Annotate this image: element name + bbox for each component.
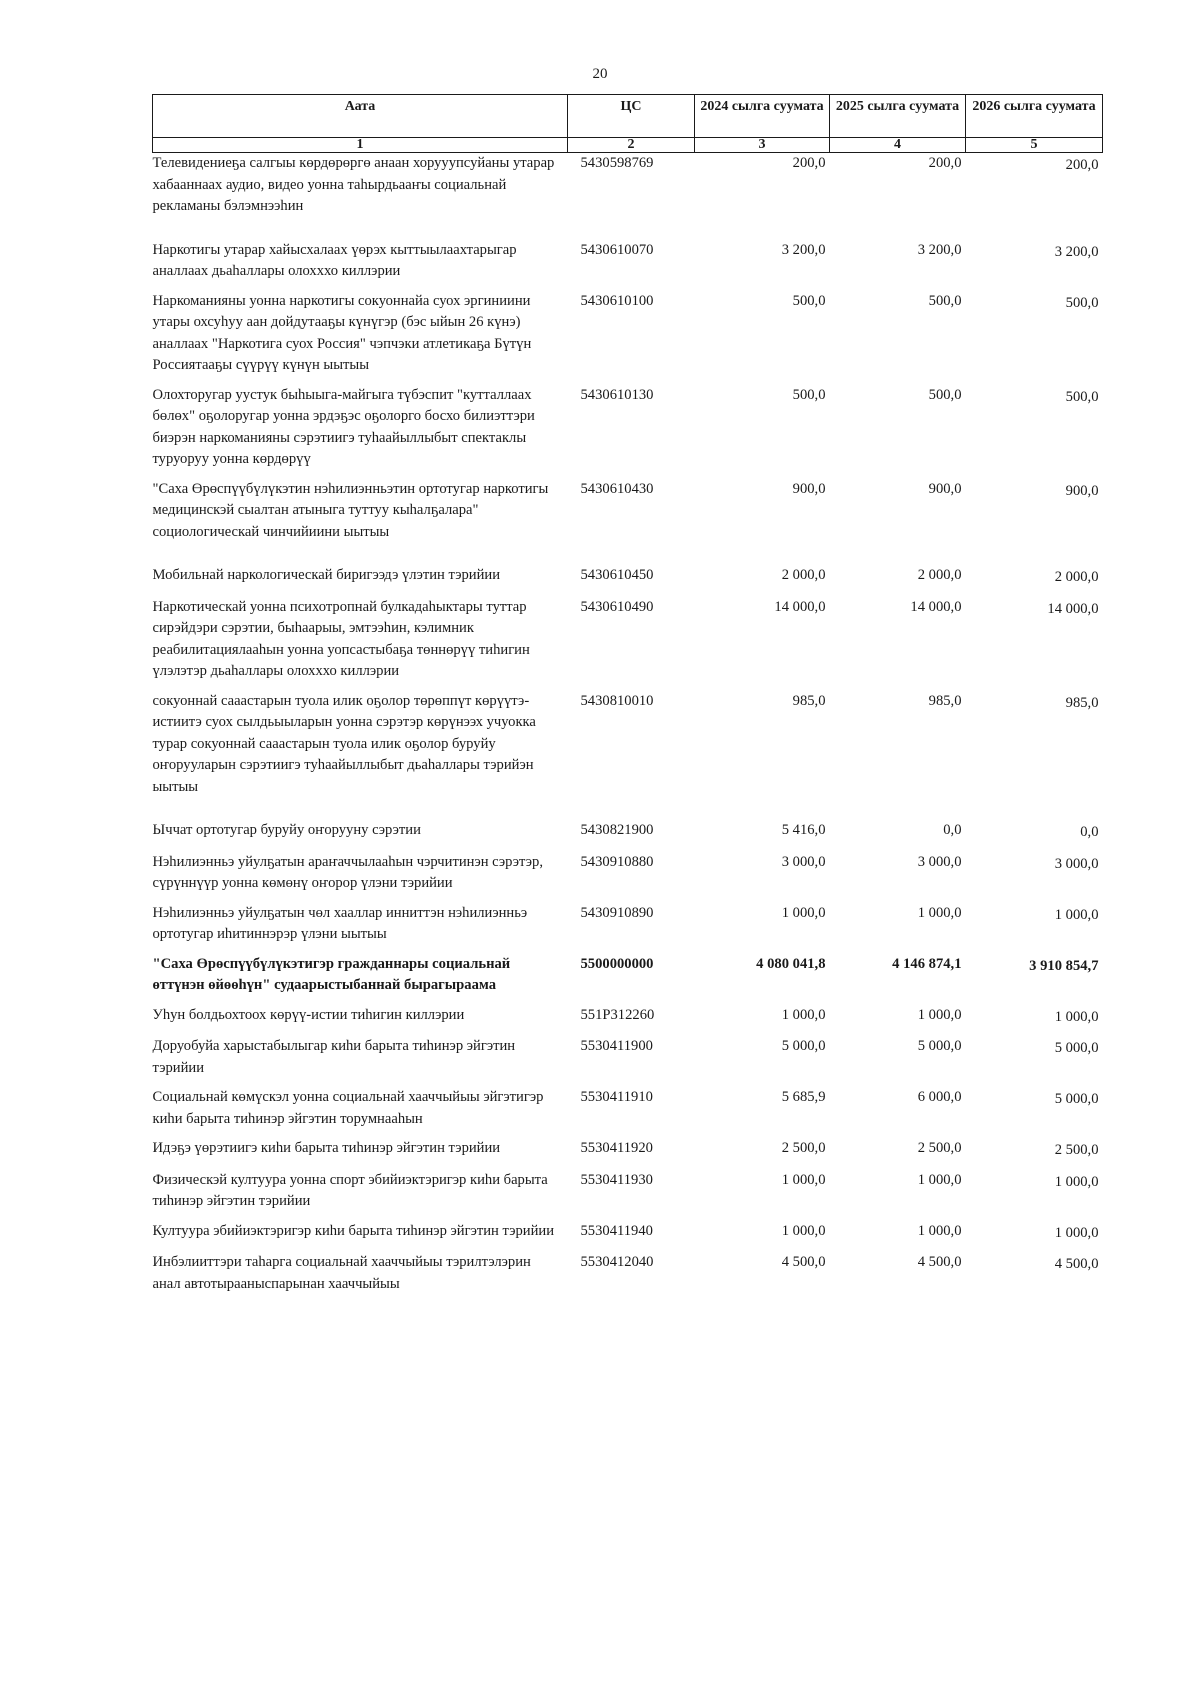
header-num-5: 5 — [966, 138, 1103, 153]
table-row — [153, 1087, 1103, 1138]
row-value-2025: 500,0 — [928, 386, 962, 403]
budget-table — [152, 94, 1103, 1303]
header-num-3: 3 — [695, 138, 830, 153]
header-2026: 2026 сылга суумата — [966, 95, 1103, 138]
row-value-2026: 1 000,0 — [1054, 906, 1099, 923]
header-num-1: 1 — [153, 138, 568, 153]
row-value-2026: 200,0 — [1065, 157, 1099, 173]
row-code: 5530412040 — [580, 1254, 654, 1270]
row-value-2025: 14 000,0 — [910, 598, 962, 615]
row-value-2025: 900,0 — [928, 480, 962, 497]
row-code: 5530411910 — [580, 1089, 653, 1105]
header-code: ЦС — [568, 95, 695, 138]
row-value-2024: 14 000,0 — [774, 598, 826, 615]
row-code: 5430821900 — [580, 822, 654, 838]
row-code: 5430910880 — [580, 853, 654, 870]
row-name: Уһун болдьохтоох көрүү-истии тиһигин киллэрии — [152, 1006, 465, 1023]
row-value-2024: 5 685,9 — [781, 1089, 826, 1105]
row-value-2026: 1 000,0 — [1054, 1008, 1099, 1025]
row-value-2026: 3 910 854,7 — [1029, 957, 1099, 974]
row-code: 5530411940 — [580, 1222, 653, 1239]
row-value-2024: 4 500,0 — [781, 1254, 826, 1270]
row-code: 5430610070 — [580, 241, 654, 258]
page-number: 20 — [592, 66, 608, 82]
row-value-2024: 3 000,0 — [781, 853, 826, 870]
row-value-2024: 1 000,0 — [781, 1171, 826, 1188]
row-value-2024: 5 000,0 — [781, 1038, 826, 1054]
table-row — [153, 1252, 1103, 1303]
row-code: 5530411930 — [580, 1171, 653, 1188]
row-value-2025: 1 000,0 — [917, 1006, 962, 1023]
row-value-2025: 500,0 — [928, 292, 962, 309]
row-value-2026: 2 500,0 — [1054, 1142, 1099, 1158]
row-value-2025: 985,0 — [928, 692, 962, 709]
row-value-2024: 985,0 — [792, 692, 826, 709]
row-value-2024: 1 000,0 — [781, 1222, 826, 1239]
row-name: "Саха Өрөспүүбүлүкэтигэр гражданнары социальнай өттүнэн өйөөһүн" судаарыстыбаннай бырагыраама — [152, 955, 511, 993]
row-value-2026: 3 200,0 — [1054, 243, 1099, 260]
row-name: Идэҕэ үөрэтиигэ киһи барыта тиһинэр эйгэтин тэрийии — [152, 1140, 501, 1156]
row-name: сокуоннай сааастарын туола илик оҕолор төрөппүт көрүүтэ-истиитэ суох сылдьыыларын уонна сэрэтэр көрүнээх учуокка турар сокуоннай сааастарын туола илик оҕолор буруйу оҥорууларын сэрэтиигэ туһаайыллыбыт дьаһаллары тэрийэн ыытыы — [152, 692, 536, 795]
row-value-2025: 2 000,0 — [917, 567, 962, 583]
row-value-2025: 1 000,0 — [917, 904, 962, 921]
row-value-2025: 5 000,0 — [917, 1038, 962, 1054]
table-row — [153, 565, 1103, 597]
row-value-2024: 3 200,0 — [781, 241, 826, 258]
row-name: Наркотическай уонна психотропнай булкадаһыктары туттар сирэйдэри сэрэтии, быһаарыы, эмтээһин, кэлимник реабилитациялааһын уонна уопсастыбаҕа төннөрүү тиһигин үлэлэтэр дьаһаллары олохххо киллэрии — [152, 598, 530, 679]
row-name: Наркоманияны уонна наркотигы сокуоннайа суох эргиниини утары охсуһуу аан дойдутааҕы күнүгэр (бэс ыйын 26 күнэ) аналлаах "Наркотига суох Россия" чэпчэки атлетикаҕа Бүтүн Россиятааҕы сүүрүү күнүн ыытыы — [152, 292, 532, 373]
row-code: 5430610100 — [580, 292, 654, 309]
row-name: Инбэлииттэри таһарга социальнай хааччыйыы тэрилтэлэрин анал автотырааныспарынан хааччыйыы — [152, 1254, 531, 1292]
row-value-2025: 4 500,0 — [917, 1254, 962, 1270]
row-name: Физическэй култуура уонна спорт эбийиэктэригэр киһи барыта тиһинэр эйгэтин тэрийии — [152, 1171, 548, 1209]
row-value-2025: 1 000,0 — [917, 1171, 962, 1188]
row-value-2026: 2 000,0 — [1054, 569, 1099, 585]
row-code: 5500000000 — [580, 955, 654, 972]
row-code: 5430610430 — [580, 480, 654, 497]
table-row — [153, 479, 1103, 566]
table-row — [153, 153, 1103, 240]
row-value-2024: 5 416,0 — [781, 822, 826, 838]
row-code: 5430910890 — [580, 904, 654, 921]
header-num-2: 2 — [568, 138, 695, 153]
row-value-2025: 1 000,0 — [917, 1222, 962, 1239]
row-value-2025: 200,0 — [928, 155, 962, 171]
row-value-2024: 4 080 041,8 — [756, 955, 826, 972]
header-num-4: 4 — [830, 138, 966, 153]
table-row — [153, 820, 1103, 852]
row-value-2026: 500,0 — [1065, 294, 1099, 311]
row-value-2024: 500,0 — [792, 292, 826, 309]
row-value-2024: 900,0 — [792, 480, 826, 497]
row-value-2026: 900,0 — [1065, 482, 1099, 499]
row-value-2026: 500,0 — [1065, 388, 1099, 405]
row-value-2025: 3 000,0 — [917, 853, 962, 870]
row-code: 5430610490 — [580, 598, 654, 615]
row-name: Култуура эбийиэктэригэр киһи барыта тиһинэр эйгэтин тэрийии — [152, 1222, 555, 1239]
row-value-2024: 2 000,0 — [781, 567, 826, 583]
row-value-2026: 4 500,0 — [1054, 1256, 1099, 1272]
row-name: Социальнай көмүскэл уонна социальнай хааччыйыы эйгэтигэр киһи барыта тиһинэр эйгэтин торумнааһын — [152, 1089, 544, 1127]
header-2025: 2025 сылга суумата — [830, 95, 966, 138]
row-value-2025: 4 146 874,1 — [892, 955, 962, 972]
row-code: 5430810010 — [580, 692, 654, 709]
row-value-2024: 2 500,0 — [781, 1140, 826, 1156]
row-value-2024: 1 000,0 — [781, 904, 826, 921]
row-value-2026: 3 000,0 — [1054, 855, 1099, 872]
row-value-2024: 200,0 — [792, 155, 826, 171]
row-name: Олохторугар уустук быһыыга-майгыга түбэспит "кутталлаах бөлөх" оҕолоругар уонна эрдэҕэс оҕолорго босхо билиэттэри биэрэн наркоманияны сэрэтиигэ туһаайыллыбыт спектаклы туруоруу уонна көрдөрүү — [152, 386, 535, 467]
row-code: 5430610450 — [580, 567, 654, 583]
row-name: Телевидениеҕа салгыы көрдөрөргө анаан хорууупсуйаны утарар хабааннаах аудио, видео уонна таһырдьааҥы социальнай рекламаны бэлэмнээһин — [152, 155, 555, 214]
table-row — [153, 1138, 1103, 1170]
table-row — [153, 597, 1103, 691]
row-value-2026: 1 000,0 — [1054, 1173, 1099, 1190]
table-row — [153, 240, 1103, 291]
row-value-2025: 3 200,0 — [917, 241, 962, 258]
table-body — [153, 153, 1103, 1304]
row-value-2026: 1 000,0 — [1054, 1224, 1099, 1241]
budget-table-container — [152, 94, 1102, 1303]
row-name: Ыччат ортотугар буруйу оҥорууну сэрэтии — [152, 822, 421, 838]
row-value-2024: 500,0 — [792, 386, 826, 403]
row-value-2025: 2 500,0 — [917, 1140, 962, 1156]
row-value-2024: 1 000,0 — [781, 1006, 826, 1023]
table-row — [153, 291, 1103, 385]
header-2024: 2024 сылга суумата — [695, 95, 830, 138]
row-value-2026: 5 000,0 — [1054, 1091, 1099, 1107]
row-name: Доруобуйа харыстабылыгар киһи барыта тиһинэр эйгэтин тэрийии — [152, 1038, 516, 1076]
table-row — [153, 1005, 1103, 1037]
row-value-2026: 0,0 — [1080, 824, 1099, 840]
row-code: 5530411920 — [580, 1140, 653, 1156]
table-header — [153, 95, 1103, 153]
table-row — [153, 1170, 1103, 1221]
row-value-2026: 5 000,0 — [1054, 1040, 1099, 1056]
table-row — [153, 385, 1103, 479]
row-value-2025: 6 000,0 — [917, 1089, 962, 1105]
row-name: Мобильнай наркологическай биригээдэ үлэтин тэрийии — [152, 567, 501, 583]
table-row — [153, 1036, 1103, 1087]
table-row — [153, 954, 1103, 1005]
row-name: Нэһилиэнньэ уйулҕатын чөл хааллар инниттэн нэһилиэнньэ ортотугар иһитиннэрэр үлэни ыытыы — [152, 904, 528, 942]
row-value-2026: 14 000,0 — [1047, 600, 1099, 617]
row-name: "Саха Өрөспүүбүлүкэтин нэһилиэнньэтин ортотугар наркотигы медицинскэй сыалтан атыныга туттуу кыһалҕалара" социологическай чинчийиини ыытыы — [152, 480, 549, 540]
row-value-2026: 985,0 — [1065, 694, 1099, 711]
row-code: 5530411900 — [580, 1038, 653, 1054]
table-row — [153, 1221, 1103, 1253]
table-row — [153, 852, 1103, 903]
row-code: 551P312260 — [580, 1006, 655, 1023]
row-value-2025: 0,0 — [943, 822, 962, 838]
header-name: Аата — [153, 95, 568, 138]
row-code: 5430598769 — [580, 155, 654, 171]
table-row — [153, 903, 1103, 954]
table-row — [153, 691, 1103, 821]
row-name: Наркотигы утарар хайысхалаах үөрэх кыттыылаахтарыгар аналлаах дьаһаллары олохххо киллэрии — [152, 241, 517, 279]
row-name: Нэһилиэнньэ уйулҕатын араҥаччылааһын чэрчитинэн сэрэтэр, сүрүннүүр уонна көмөнү оҥорор үлэни тэрийии — [152, 853, 543, 891]
row-code: 5430610130 — [580, 386, 654, 403]
